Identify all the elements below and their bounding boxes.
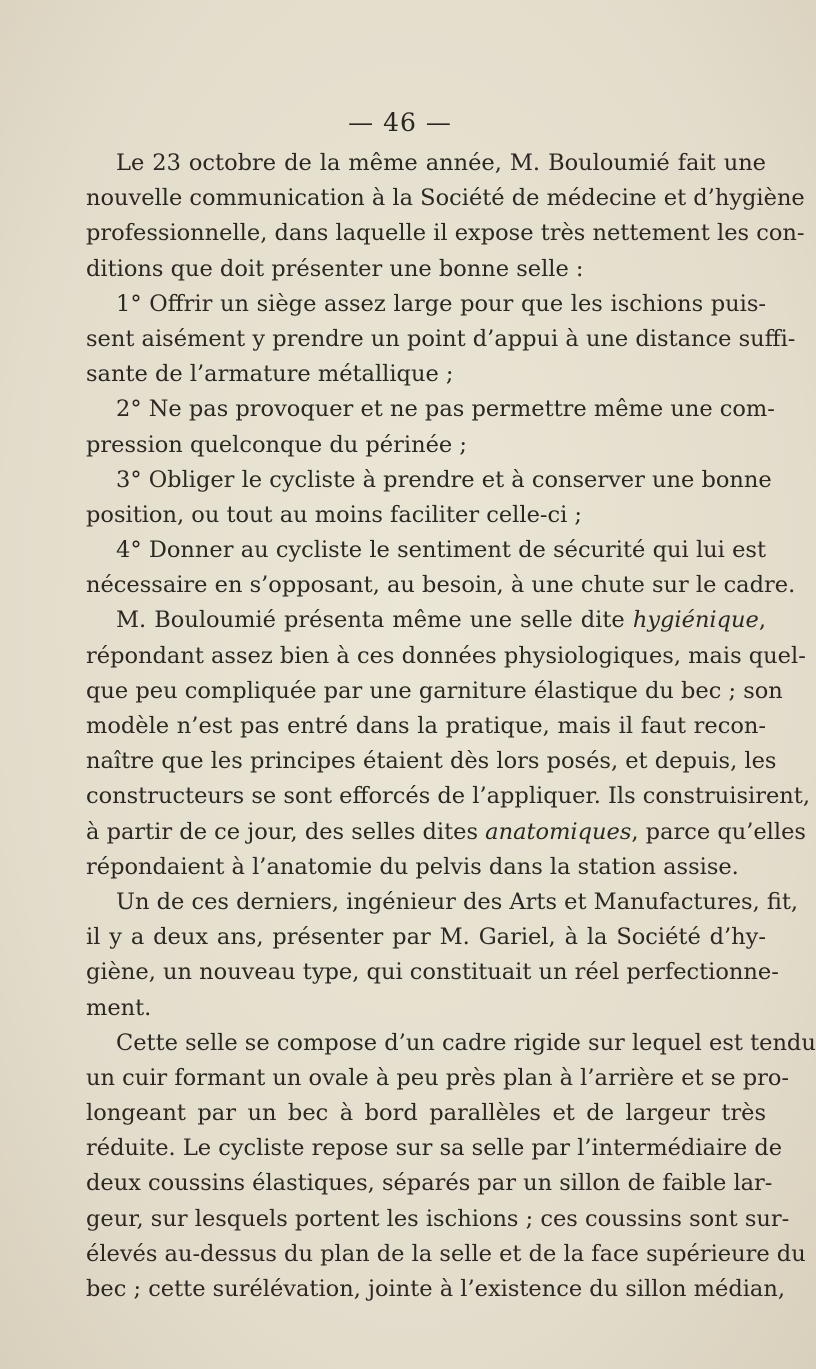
text-line: 1° Offrir un siège assez large pour que les ischions puis- [116, 290, 766, 317]
text-line: pression quelconque du périnée ; [86, 431, 467, 458]
text-line: un cuir formant un ovale à peu près plan à l’arrière et se pro- [86, 1064, 790, 1091]
text-line: nouvelle communication à la Société de médecine et d’hygiène [86, 185, 805, 212]
text-line: Cette selle se compose d’un cadre rigide sur lequel est tendu [116, 1029, 816, 1056]
text-line: à partir de ce jour, des selles dites anatomiques, parce qu’elles [86, 818, 806, 845]
text-line: M. Bouloumié présenta même une selle dite hygiénique, [116, 607, 766, 634]
text-line: 2° Ne pas provoquer et ne pas permettre même une com- [116, 396, 775, 423]
text-line: Un de ces derniers, ingénieur des Arts et Manufactures, fit, [116, 888, 799, 915]
text-line: sent aisément y prendre un point d’appui à une distance suffi- [86, 325, 796, 352]
text-line: nécessaire en s’opposant, au besoin, à une chute sur le cadre. [86, 572, 796, 599]
text-line: modèle n’est pas entré dans la pratique, mais il faut recon- [86, 713, 766, 739]
text-line: sante de l’armature métallique ; [86, 361, 454, 388]
text-line: longeant par un bec à bord parallèles et de largeur très [86, 1100, 766, 1127]
text-line: naître que les principes étaient dès lors posés, et depuis, les [86, 748, 777, 775]
text-line: deux coussins élastiques, séparés par un sillon de faible lar- [86, 1170, 773, 1197]
page-number: — 46 — [348, 108, 452, 137]
text-line: geur, sur lesquels portent les ischions ; ces coussins sont sur- [86, 1205, 790, 1232]
text-line: que peu compliquée par une garniture élastique du bec ; son [86, 677, 783, 704]
text-line: il y a deux ans, présenter par M. Gariel, à la Société d’hy- [86, 924, 766, 951]
text-line: constructeurs se sont efforcés de l’appliquer. Ils construisirent, [86, 783, 810, 810]
text-line: professionnelle, dans laquelle il expose très nettement les con- [86, 220, 805, 247]
emphasized-term: hygiénique [632, 607, 759, 634]
text-line: 4° Donner au cycliste le sentiment de sécurité qui lui est [116, 537, 766, 564]
text-line: répondaient à l’anatomie du pelvis dans la station assise. [86, 853, 739, 880]
text-line: giène, un nouveau type, qui constituait un réel perfectionne- [86, 959, 779, 986]
text-line: Le 23 octobre de la même année, M. Bouloumié fait une [116, 150, 766, 176]
text-line: 3° Obliger le cycliste à prendre et à conserver une bonne [116, 466, 772, 493]
text-line: position, ou tout au moins faciliter celle-ci ; [86, 501, 583, 528]
body-text [86, 146, 816, 1307]
text-line: bec ; cette surélévation, jointe à l’existence du sillon médian, [86, 1276, 785, 1302]
text-line: ment. [86, 994, 152, 1021]
emphasized-term: anatomiques [485, 818, 632, 845]
text-line: ditions que doit présenter une bonne selle : [86, 255, 584, 282]
text-line: répondant assez bien à ces données physiologiques, mais quel- [86, 642, 806, 669]
text-line: élevés au-dessus du plan de la selle et de la face supérieure du [86, 1240, 806, 1267]
text-line: réduite. Le cycliste repose sur sa selle par l’intermédiaire de [86, 1135, 783, 1162]
